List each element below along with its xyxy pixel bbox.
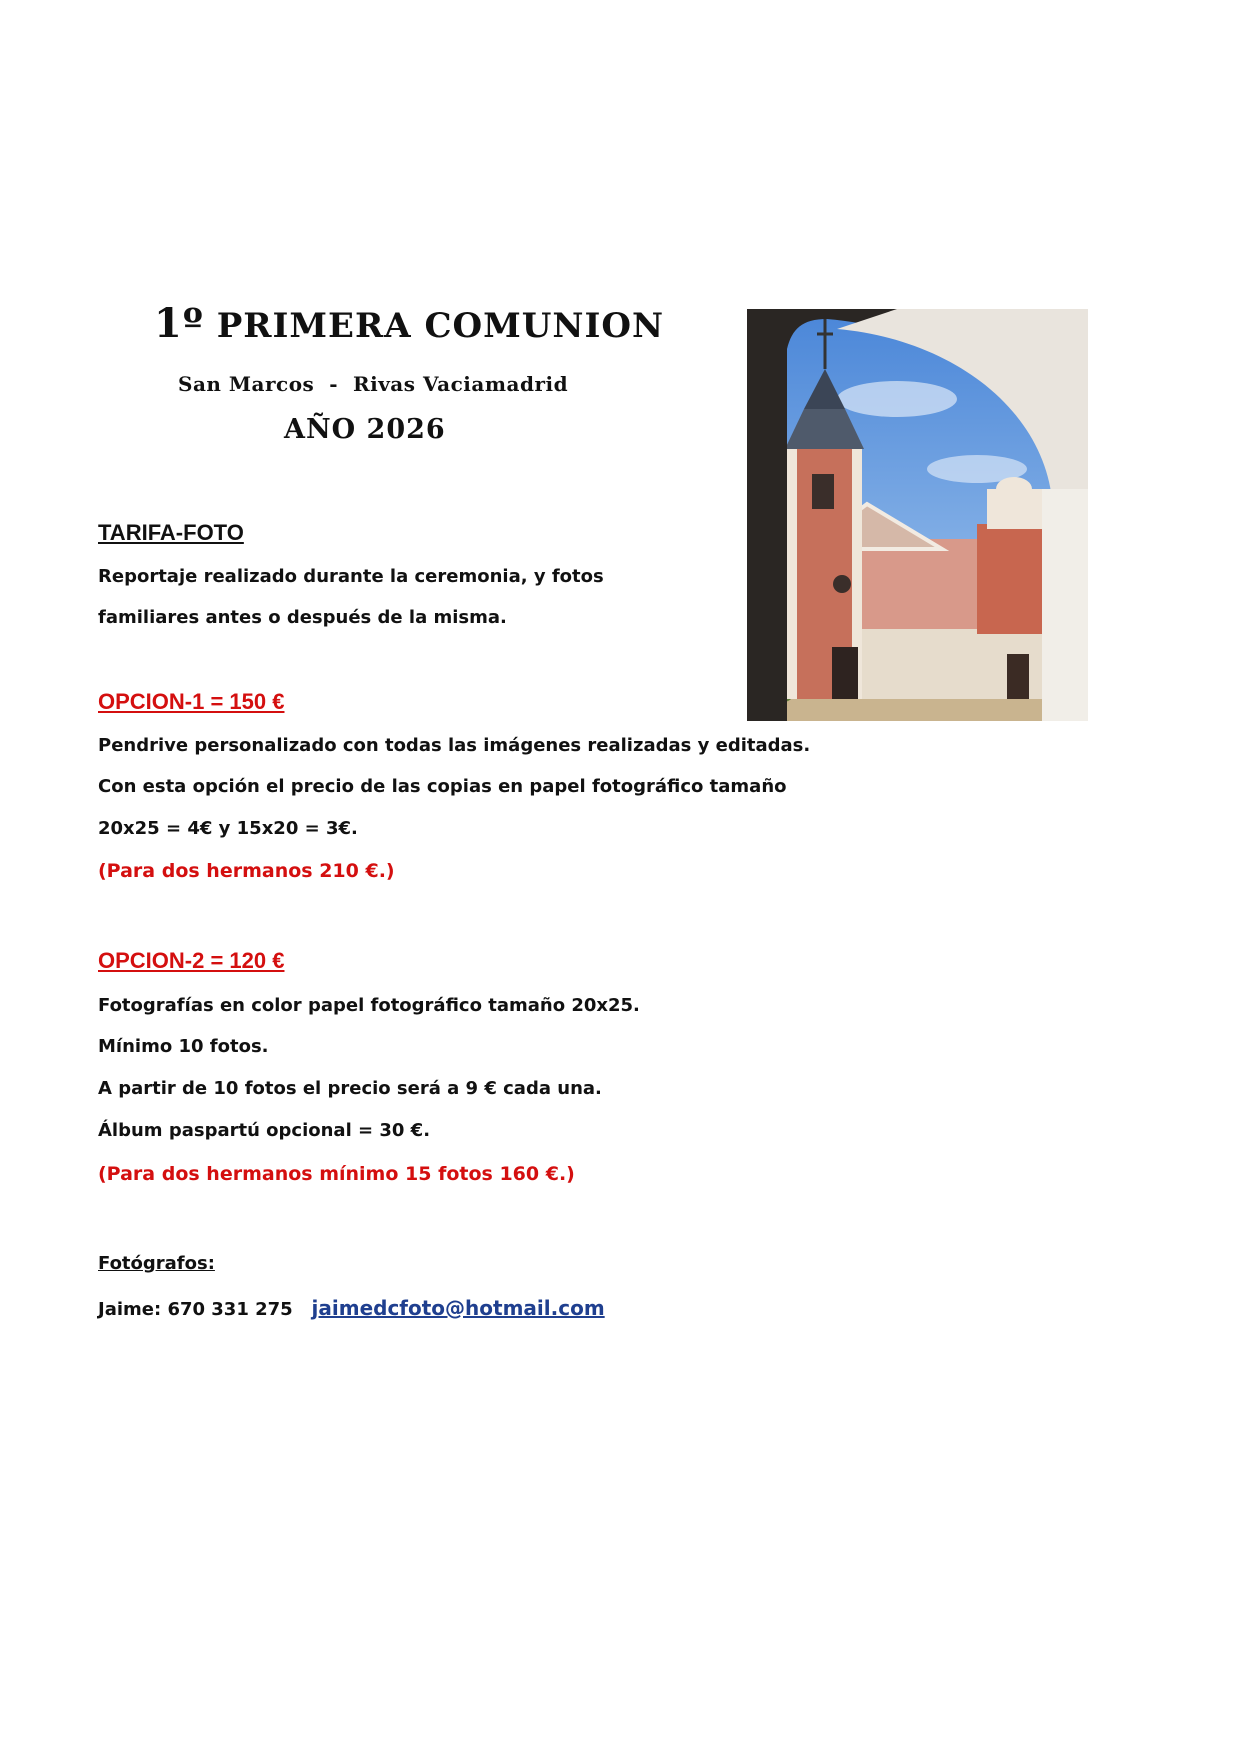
page-subtitle: San Marcos - Rivas Vaciamadrid	[178, 372, 569, 396]
option2-line-2: Mínimo 10 fotos.	[98, 1036, 269, 1057]
tarifa-line-1: Reportaje realizado durante la ceremonia, y fotos	[98, 566, 604, 587]
option1-note: (Para dos hermanos 210 €.)	[98, 860, 395, 882]
option1-line-3: 20x25 = 4€ y 15x20 = 3€.	[98, 818, 358, 839]
option1-heading: OPCION-1 = 150 €	[98, 689, 285, 714]
church-photo	[747, 309, 1088, 721]
contact-email-link[interactable]: jaimedcfoto@hotmail.com	[311, 1296, 605, 1320]
option2-line-1: Fotografías en color papel fotográfico tamaño 20x25.	[98, 995, 640, 1016]
title-number: 1º	[154, 300, 204, 347]
title-text: PRIMERA COMUNION	[216, 306, 665, 346]
option2-heading: OPCION-2 = 120 €	[98, 948, 285, 973]
option2-note: (Para dos hermanos mínimo 15 fotos 160 €.)	[98, 1163, 575, 1185]
option1-line-1: Pendrive personalizado con todas las imágenes realizadas y editadas.	[98, 735, 811, 756]
option1-line-2: Con esta opción el precio de las copias en papel fotográfico tamaño	[98, 776, 787, 797]
year-label: AÑO 2026	[284, 414, 446, 445]
option2-line-3: A partir de 10 fotos el precio será a 9 € cada una.	[98, 1078, 602, 1099]
tarifa-heading: TARIFA-FOTO	[98, 520, 244, 545]
page-title	[154, 300, 664, 347]
option2-line-4: Álbum paspartú opcional = 30 €.	[98, 1120, 431, 1141]
contact-row	[98, 1296, 605, 1320]
contact-name-phone: Jaime: 670 331 275	[98, 1299, 293, 1320]
tarifa-line-2: familiares antes o después de la misma.	[98, 607, 507, 628]
contacts-heading: Fotógrafos:	[98, 1253, 215, 1274]
